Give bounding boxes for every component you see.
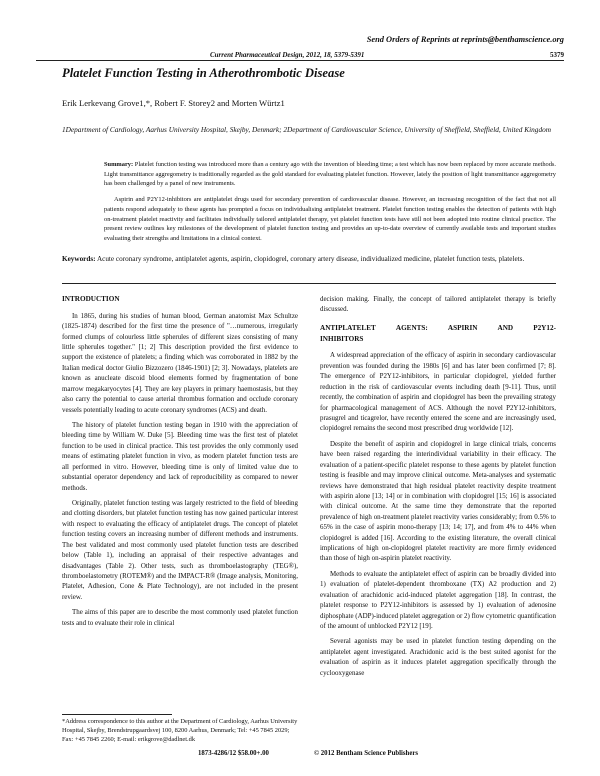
article-authors: Erik Lerkevang Grove1,*, Robert F. Storey2 and Morten Würtz1	[62, 98, 285, 108]
footnote-rule	[62, 714, 172, 715]
keywords-label: Keywords:	[62, 255, 96, 263]
issn-price: 1873-4286/12 $58.00+.00	[198, 750, 269, 757]
intro-paragraph: The aims of this paper are to describe the most commonly used platelet function tests and to evaluate their role in clinical	[62, 608, 298, 627]
heading-word: AND	[497, 323, 514, 332]
section-heading-introduction: INTRODUCTION	[62, 295, 120, 303]
abstract	[104, 160, 556, 244]
intro-paragraph: In 1865, during his studies of human blood, German anatomist Max Schultze (1825-1874) described for the first time the presence of "…numerous, irregularly formed clumps of colourless little spherules of different sizes consisting of many little spherules together." [1; 2] This description provided the first evidence to support the existence of platelets; a finding which was corroborated in 1882 by the Italian medical doctor Giulio Bizzozero (1846-1901) [2; 3]. Nowadays, platelets are known as anucleate discoid blood elements formed by fragmentation of bone marrow megakaryocytes [4]. They are key players in primary haemostasis, but they also carry the potential to cause arterial thrombus formation and occlude coronary vessels potentially leading to acute coronary syndromes (ACS) and death.	[62, 311, 298, 414]
affiliations: 1Department of Cardiology, Aarhus University Hospital, Skejby, Denmark; 2Department of Cardiovascular Science, University of Sheffield, Sheffield, United Kingdom	[62, 125, 552, 134]
section-heading-line2: INHIBITORS	[320, 334, 364, 343]
summary-label: Summary:	[104, 161, 134, 168]
journal-citation: Current Pharmaceutical Design, 2012, 18, 5379-5391	[210, 51, 365, 59]
page-number: 5379	[550, 51, 564, 59]
reprints-notice: Send Orders of Reprints at reprints@benthamscience.org	[366, 35, 564, 44]
heading-word: ANTIPLATELET	[320, 323, 376, 332]
keywords-text: Acute coronary syndrome, antiplatelet agents, aspirin, clopidogrel, coronary artery disease, individualized medicine, platelet function tests, platelets.	[96, 255, 525, 263]
summary-text: Platelet function testing was introduced more than a century ago with the invention of bleeding time; a test which has now been replaced by more accurate methods. Light transmittance aggregometry is traditionally regarded as the gold standard for evaluating platelet function. However, lately the position of light transmittance aggregometry has been challenged by a panel of new instruments.	[104, 161, 556, 188]
intro-paragraph: Originally, platelet function testing was largely restricted to the field of bleeding and clotting disorders, but platelet function testing has now gained particular interest with respect to evaluating the efficacy of antiplatelet drugs. The concept of platelet function testing covers an increasing number of different methods and instruments. The best validated and most commonly used platelet function tests are described below (Table 1), including an appraisal of their respective advantages and disadvantages (Table 2). Other tests, such as thromboelastography (TEG®), thromboelastometry (ROTEM®) and the IMPACT-R® (Image analysis, Monitoring, Platelet, Adhesion, Cone & Plate Technology), are not included in the present review.	[62, 498, 298, 601]
section-heading-antiplatelet	[320, 323, 556, 334]
heading-word: AGENTS:	[395, 323, 428, 332]
heading-word: P2Y12-	[533, 323, 556, 332]
body-paragraph: Several agonists may be used in platelet function testing depending on the antiplatelet agent investigated. Arachidonic acid is the best suited agonist for the evaluation of aspirin as it induces platelet aggregation specifically through the cyclooxygenase	[320, 637, 556, 677]
body-paragraph: Despite the benefit of aspirin and clopidogrel in large clinical trials, concerns have been raised regarding the interindividual variability in their efficacy. The evaluation of a patient-specific platelet response to these agents by platelet function testing is feasible and may improve clinical outcome. Meta-analyses and systematic reviews have demonstrated that high residual platelet reactivity despite treatment with aspirin alone [13; 14] or in combination with clopidogrel [15; 16] is associated with clinical outcome. At the same time they demonstrate that the reported prevalence of high on-treatment platelet reactivity varies considerably; from 0.5% to 65% in the case of aspirin mono-therapy [13; 14; 17], and from 4% to 44% when clopidogrel is added [16]. According to the existing literature, the overall clinical implications of high on-clopidogrel platelet reactivity are more firmly evidenced than those of high on-aspirin platelet reactivity.	[320, 439, 556, 563]
abstract-summary	[104, 160, 556, 189]
heading-word: ASPIRIN	[447, 323, 478, 332]
body-paragraph: Methods to evaluate the antiplatelet effect of aspirin can be broadly divided into 1) evaluation of platelet-dependent thromboxane (TX) A2 production and 2) evaluation of arachidonic acid-induced platelet aggregation [18]. In contrast, the platelet response to P2Y12-inhibitors is assessed by 1) evaluation of adenosine diphosphate (ADP)-induced platelet aggregation or 2) flow cytometric quantification of the amount of unblocked P2Y12 [19].	[320, 569, 556, 630]
correspondence-footnote: *Address correspondence to this author at the Department of Cardiology, Aarhus University Hospital, Skejby, Brendstrupgaardsvej 100, 8200 Aarhus, Denmark; Tel: +45 7845 2029; Fax: +45 7845 2260; E-mail: erikgrove@dadlnet.dk	[62, 718, 298, 743]
keywords	[62, 254, 556, 265]
left-column	[62, 294, 298, 633]
abstract-paragraph-2: Aspirin and P2Y12-inhibitors are antiplatelet drugs used for secondary prevention of cardiovascular disease. However, an increasing recognition of the fact that not all patients respond adequately to these agents has prompted a focus on individualising antiplatelet treatment. Platelet function testing enables the detection of patients with high on-treatment platelet reactivity and facilitates individually tailored antiplatelet therapy, yet platelet function tests have still not been adopted into routine clinical practice. The present review outlines key milestones of the development of platelet function testing and provides an up-to-date overview of currently available tests and important studies evaluating their strengths and limitations in a clinical context.	[104, 196, 556, 243]
abstract-rule	[62, 283, 556, 284]
intro-paragraph: The history of platelet function testing began in 1910 with the appreciation of bleeding time by William W. Duke [5]. Bleeding time was the first test of platelet function to be used in clinical practice. This test provides the only commonly used means of estimating platelet function in vivo, as modern platelet function tests are all performed in vitro. However, bleeding time is only of limited value due to substantial operator dependency and lack of reproducibility as compared to newer methods.	[62, 421, 298, 492]
continued-text: decision making. Finally, the concept of tailored antiplatelet therapy is briefly discussed.	[320, 295, 556, 314]
copyright: © 2012 Bentham Science Publishers	[314, 750, 419, 757]
header-rule	[36, 60, 564, 61]
article-title: Platelet Function Testing in Atherothrombotic Disease	[62, 66, 345, 80]
body-paragraph: A widespread appreciation of the efficacy of aspirin in secondary cardiovascular prevention was founded during the 1980s [6] and has later been confirmed [7; 8]. The emergence of P2Y12-inhibitors, in particular clopidogrel, yielded further reduction in the risk of cardiovascular events including death [9-11]. Thus, until recently, the combination of aspirin and clopidogrel has been the prevailing strategy for pharmacological management of ACS. Although the novel P2Y12-inhibitors, prasugrel and ticagrelor, have recently entered the scene and are increasingly used, clopidogrel remains the second most prescribed drug worldwide [12].	[320, 351, 556, 433]
right-column	[320, 294, 556, 683]
